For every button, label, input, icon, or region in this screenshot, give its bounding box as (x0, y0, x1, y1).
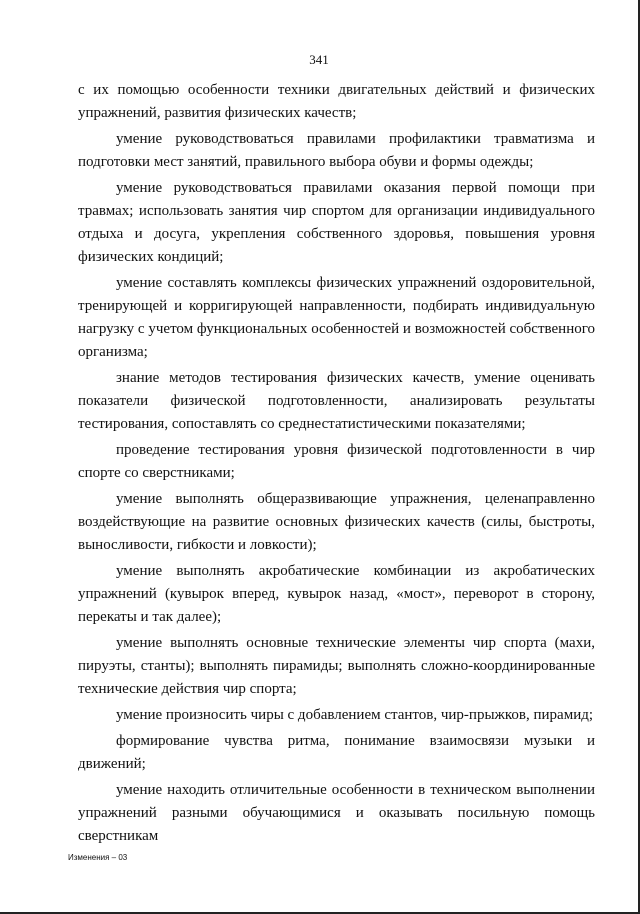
paragraph: умение выполнять акробатические комбинации из акробатических упражнений (кувырок вперед, кувырок назад, «мост», переворот в сторону, перекаты и так далее); (78, 563, 595, 625)
paragraph: умение выполнять общеразвивающие упражнения, целенаправленно воздействующие на развитие основных физических качеств (силы, быстроты, выносливости, гибкости и ловкости); (78, 491, 595, 553)
footer-revision: Изменения – 03 (68, 853, 128, 862)
paragraph: формирование чувства ритма, понимание взаимосвязи музыки и движений; (78, 733, 595, 772)
document-body (78, 79, 595, 851)
paragraph: проведение тестирования уровня физической подготовленности в чир спорте со сверстниками; (78, 442, 595, 481)
paragraph: знание методов тестирования физических качеств, умение оценивать показатели физической подготовленности, анализировать результаты тестирования, сопоставлять со среднестатистическими показателями; (78, 370, 595, 432)
page-number: 341 (309, 52, 329, 67)
paragraph: с их помощью особенности техники двигательных действий и физических упражнений, развития физических качеств; (78, 82, 595, 121)
paragraph: умение руководствоваться правилами оказания первой помощи при травмах; использовать занятия чир спортом для организации индивидуального отдыха и досуга, укрепления собственного здоровья, повышения уровня физических кондиций; (78, 180, 595, 265)
paragraph: умение произносить чиры с добавлением стантов, чир-прыжков, пирамид; (116, 707, 594, 723)
paragraph: умение выполнять основные технические элементы чир спорта (махи, пируэты, станты); выполнять пирамиды; выполнять сложно-координированные технические действия чир спорта; (78, 635, 595, 697)
paragraph: умение находить отличительные особенности в техническом выполнении упражнений разными обучающимися и оказывать посильную помощь сверстникам (78, 782, 595, 844)
paragraph: умение составлять комплексы физических упражнений оздоровительной, тренирующей и корригирующей направленности, подбирать индивидуальную нагрузку с учетом функциональных особенностей и возможностей собственного организма; (78, 275, 595, 360)
paragraph: умение руководствоваться правилами профилактики травматизма и подготовки мест занятий, правильного выбора обуви и формы одежды; (78, 131, 595, 170)
